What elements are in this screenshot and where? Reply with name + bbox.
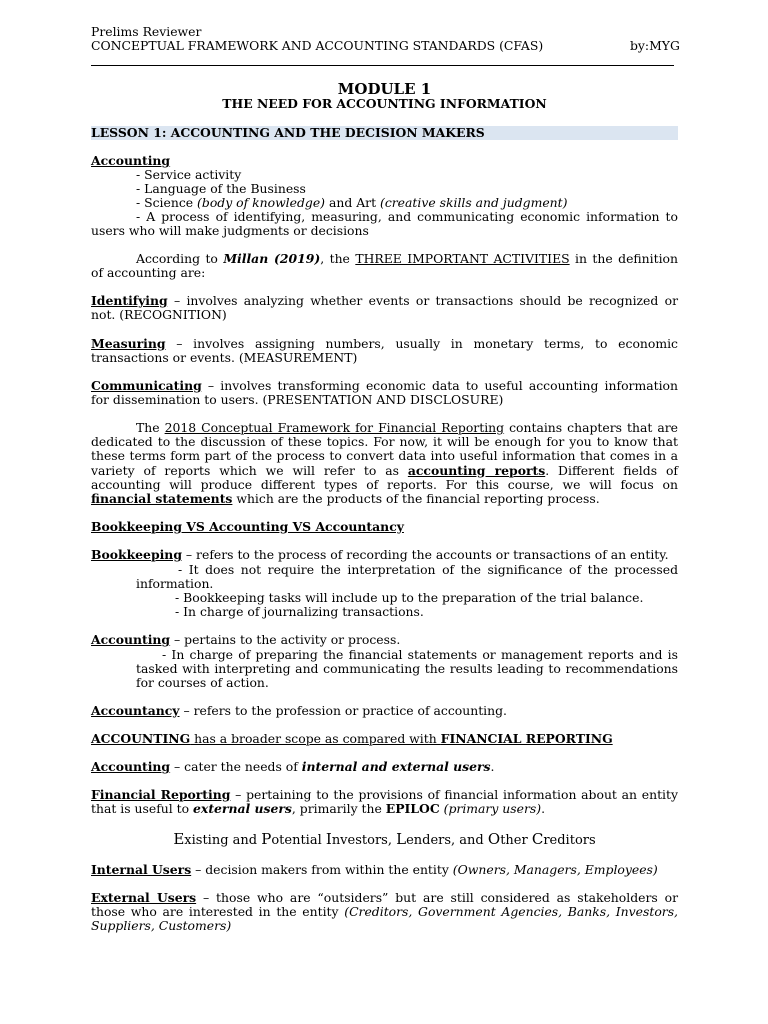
scope-line <box>91 732 613 746</box>
fw-financial-statements: financial statements <box>91 491 233 507</box>
accounting-text: – pertains to the activity or process. <box>170 632 401 647</box>
bookkeeping-sub-2: - Bookkeeping tasks will include up to the preparation of the trial balance. <box>175 590 644 605</box>
external-users-paragraph <box>91 891 678 934</box>
epiloc-word-p: otential <box>271 833 326 848</box>
accounting-term: Accounting <box>91 632 171 647</box>
epiloc-word-l: enders, and <box>406 833 488 848</box>
epiloc-letter-e: E <box>173 830 185 848</box>
scope-financial-reporting: FINANCIAL REPORTING <box>440 731 613 746</box>
finrep-paragraph <box>91 788 678 816</box>
epiloc-letter-p: P <box>261 830 272 848</box>
b3-italic-2: (creative skills and judgment) <box>379 195 568 210</box>
millan-author: Millan (2019) <box>223 251 321 266</box>
fw-text-g: which are the products of the financial reporting process. <box>232 491 600 507</box>
finrep-external: external users <box>193 801 292 817</box>
epiloc-letter-o: O <box>487 830 501 848</box>
finrep-text-a: – pertaining to the provisions of financial information about an entity that is useful to <box>91 787 679 817</box>
header-divider <box>91 65 674 66</box>
measuring-term: Measuring <box>91 336 166 351</box>
lesson-heading: LESSON 1: ACCOUNTING AND THE DECISION MAKERS <box>91 125 485 140</box>
module-subtitle: THE NEED FOR ACCOUNTING INFORMATION <box>222 96 547 111</box>
bookkeeping-sub-3: - In charge of journalizing transactions. <box>175 604 424 619</box>
identifying-paragraph <box>91 294 678 322</box>
accounting-bullet-2: - Language of the Business <box>136 181 306 196</box>
fw-accounting-reports: accounting reports <box>407 462 546 478</box>
b3-text-2: and Art <box>325 195 380 210</box>
fw-text-c: contains chapters that are dedicated to the discussion of these topics. For now, it will be enough for you to know that these terms form part of the process to convert data into useful information that comes in a variety of reports which we will refer to as <box>91 420 678 478</box>
cater-term: Accounting <box>91 759 171 774</box>
measuring-text: – involves assigning numbers, usually in monetary terms, to economic transactions or events. (MEASUREMENT) <box>91 336 678 366</box>
millan-activities: THREE IMPORTANT ACTIVITIES <box>355 251 570 266</box>
bookkeeping-line <box>91 548 669 562</box>
epiloc-letter-l: L <box>396 830 407 848</box>
cater-users: internal and external users <box>301 759 491 774</box>
communicating-paragraph <box>91 379 678 407</box>
external-text: – those who are “outsiders” but are still considered as stakeholders or those who are interested in the entity <box>91 890 678 920</box>
vs-heading: Bookkeeping VS Accounting VS Accountancy <box>91 519 404 534</box>
accountancy-text: – refers to the profession or practice of accounting. <box>179 703 507 718</box>
millan-paragraph <box>91 252 678 280</box>
accounting-activity-line <box>91 633 400 647</box>
epiloc-letter-c: C <box>531 830 544 848</box>
fw-text-e: . Different fields of accounting will produce different types of reports. For this course, we will focus on <box>91 462 679 492</box>
epiloc-word-e: xisting and <box>184 833 262 848</box>
finrep-period: . <box>541 801 546 817</box>
scope-text: has a broader scope as compared with <box>190 731 441 746</box>
header-subject: CONCEPTUAL FRAMEWORK AND ACCOUNTING STANDARDS (CFAS) <box>91 38 544 53</box>
header-title: Prelims Reviewer <box>91 24 202 39</box>
bookkeeping-text: – refers to the process of recording the accounts or transactions of an entity. <box>181 547 669 562</box>
finrep-epiloc: EPILOC <box>385 801 440 817</box>
b3-text: - Science <box>136 195 198 210</box>
epiloc-word-c: reditors <box>543 833 596 848</box>
cater-text: – cater the needs of <box>170 759 302 774</box>
bookkeeping-sub-1: - It does not require the interpretation of the significance of the processed information. <box>136 562 678 592</box>
millan-text-e: in the definition of accounting are: <box>91 251 679 281</box>
cater-line <box>91 760 494 774</box>
accounting-bullet-4: - A process of identifying, measuring, and communicating economic information to users who will make judgments or decisions <box>91 209 678 239</box>
b3-italic: (body of knowledge) <box>197 195 326 210</box>
accountancy-term: Accountancy <box>91 703 180 718</box>
internal-users-line <box>91 863 658 877</box>
fw-text-a: The <box>136 420 165 435</box>
fw-framework-title: 2018 Conceptual Framework for Financial Reporting <box>164 420 505 435</box>
accounting-heading: Accounting <box>91 153 171 168</box>
internal-examples: (Owners, Managers, Employees) <box>452 862 658 877</box>
millan-text-a: According to <box>136 251 224 266</box>
framework-paragraph <box>91 421 678 506</box>
measuring-paragraph <box>91 337 678 365</box>
internal-term: Internal Users <box>91 862 192 877</box>
identifying-text: – involves analyzing whether events or transactions should be recognized or not. (RECOGNITION) <box>91 293 678 323</box>
finrep-text-c: , primarily the <box>291 801 386 817</box>
accounting-activity-sub: - In charge of preparing the financial statements or management reports and is tasked with interpreting and communicating the results leading to recommendations for courses of action. <box>136 647 678 691</box>
finrep-term: Financial Reporting <box>91 787 231 802</box>
accountancy-line <box>91 704 507 718</box>
external-term: External Users <box>91 890 197 905</box>
finrep-primary: (primary users) <box>443 801 542 817</box>
module-title: MODULE 1 <box>337 80 432 98</box>
cater-period: . <box>490 759 495 774</box>
epiloc-word-i: nvestors, <box>331 833 397 848</box>
external-examples: (Creditors, Government Agencies, Banks, Investors, Suppliers, Customers) <box>91 904 678 934</box>
epiloc-letter-i: I <box>325 830 332 848</box>
epiloc-word-o: ther <box>500 833 532 848</box>
bookkeeping-term: Bookkeeping <box>91 547 182 562</box>
identifying-term: Identifying <box>91 293 168 308</box>
communicating-term: Communicating <box>91 378 202 393</box>
communicating-text: – involves transforming economic data to useful accounting information for dissemination to users. (PRESENTATION AND DISCLOSURE) <box>91 378 678 408</box>
epiloc-expansion <box>91 831 678 849</box>
accounting-bullet-1: - Service activity <box>136 167 242 182</box>
header-author: by:MYG <box>630 38 680 53</box>
millan-text-c: , the <box>320 251 356 266</box>
scope-accounting: ACCOUNTING <box>91 731 191 746</box>
internal-text: – decision makers from within the entity <box>191 862 453 877</box>
